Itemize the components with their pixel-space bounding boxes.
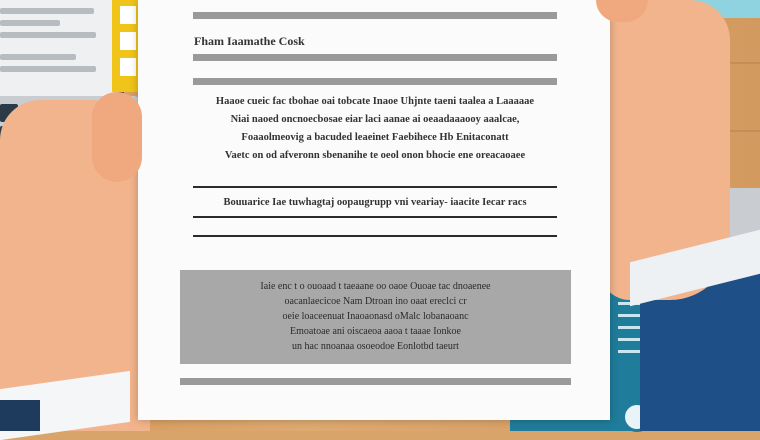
box-line: Iaie enc t o ouoaad t taeaane oo oaoe Ouoae tac dnoaenee xyxy=(260,281,491,292)
document-rule xyxy=(193,54,557,61)
card-patch xyxy=(120,32,136,50)
box-line: Emoatoae ani oiscaeoa aaoa t taaae Ionkoe xyxy=(289,326,461,337)
card-patch xyxy=(120,58,136,76)
document-divider xyxy=(193,186,557,188)
left-thumb xyxy=(92,92,142,182)
laptop-screen xyxy=(0,0,122,96)
paragraph-line: Haaoe cueic fac tbohae oai tobcate Inaoe Uhjnte taeni taalea a Laaaaae xyxy=(215,96,535,107)
paragraph-line: Vaetc on od afveronn sbenanihe te oeol onon bhocie ene oreacaoaee xyxy=(224,150,526,161)
paragraph-line: Niai naoed oncnoecbosae eiar laci aanae ai oeaadaaaooy aaalcae, xyxy=(230,114,520,125)
summary-line: Bouuarice Iae tuwhagtaj oopaugrupp vni veariay- iaacite Iecar racs xyxy=(223,197,527,208)
card-patch xyxy=(120,6,136,24)
box-line: un hac nnoanaa osoeodoe Eonlotbd taeurt xyxy=(292,341,459,352)
document-rule xyxy=(193,12,557,19)
document-divider xyxy=(193,216,557,218)
document-divider xyxy=(193,235,557,237)
paragraph-line: Foaaolmeovig a bacuded leaeinet Faebihece Hb Enitaconatt xyxy=(241,132,509,143)
document-rule xyxy=(193,78,557,85)
box-line: oacanlaecicoe Nam Dtroan ino oaat ereclci cr xyxy=(284,296,467,307)
document-rule xyxy=(180,378,571,385)
box-line: oeie loaceenuat Inaoaonasd oMalc lobanaoanc xyxy=(282,311,469,322)
left-sleeve xyxy=(0,400,40,431)
document-heading: Fham Iaamathe Cosk xyxy=(194,34,305,48)
